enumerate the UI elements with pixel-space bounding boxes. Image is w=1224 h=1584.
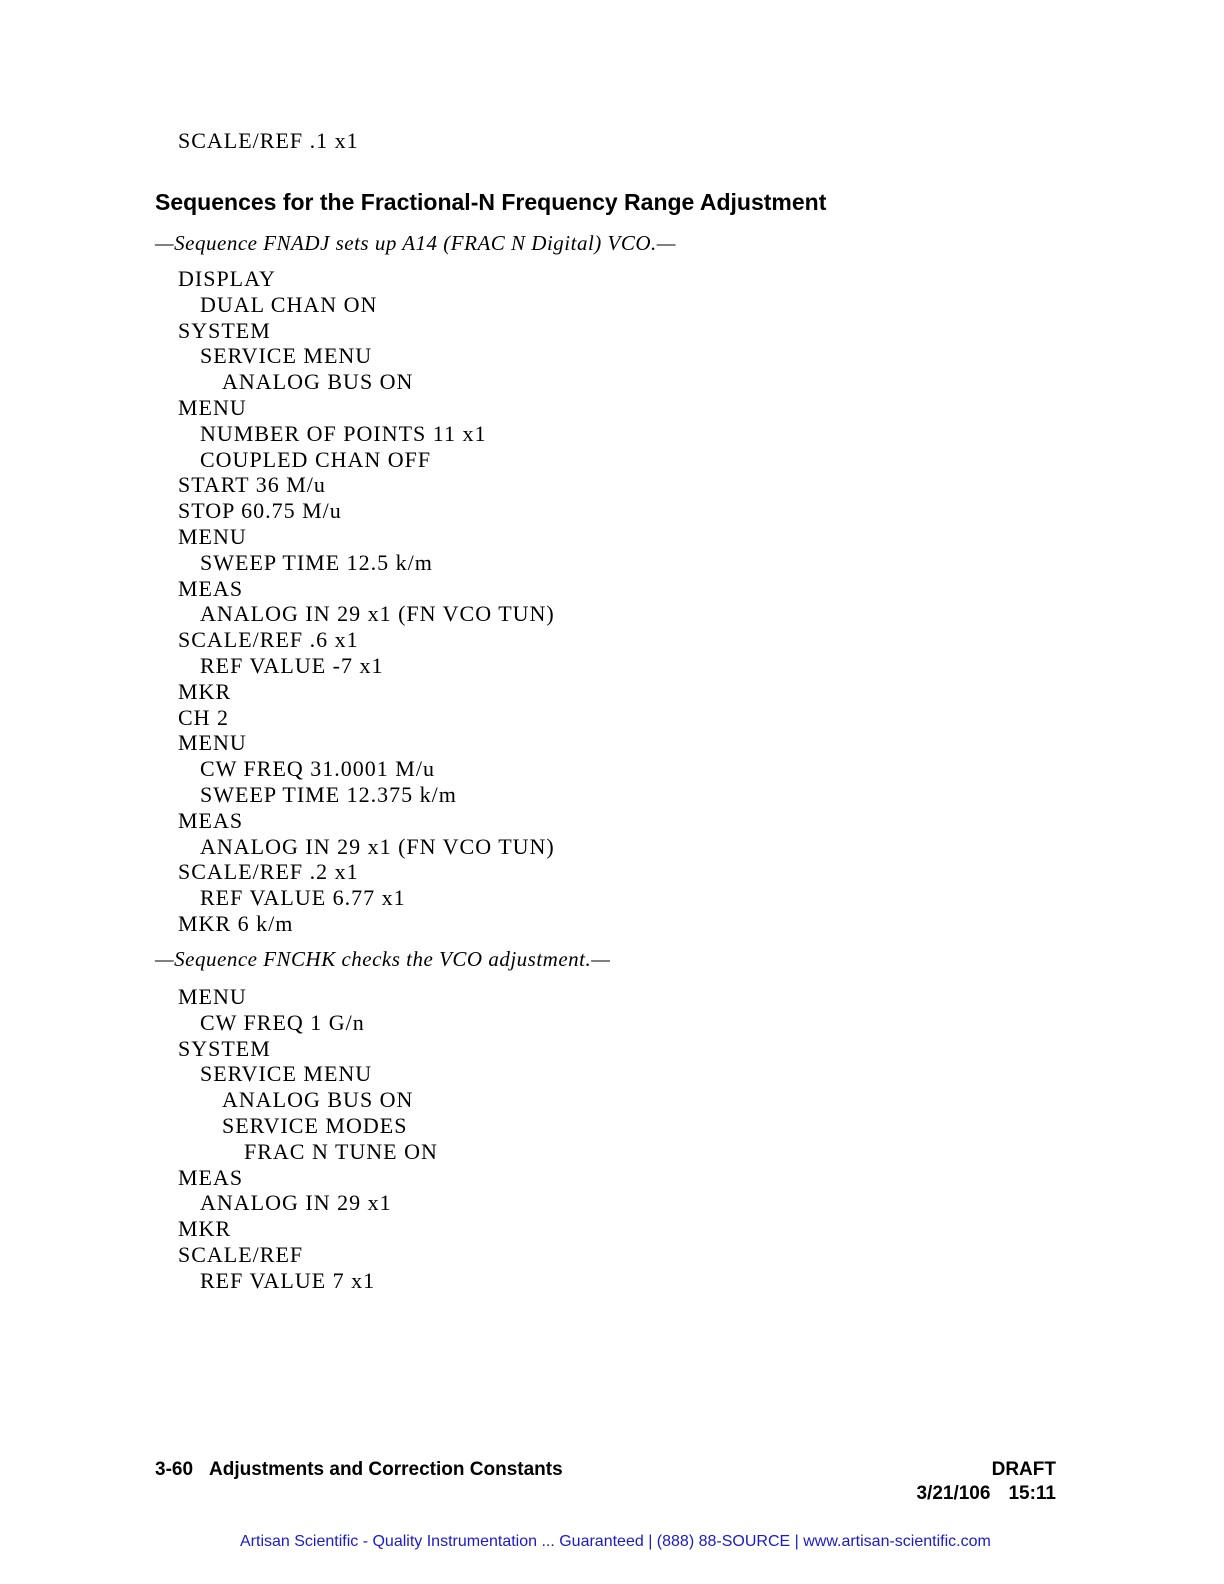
sequence-step: DISPLAY — [178, 266, 276, 291]
sequence-step: MKR — [178, 678, 232, 704]
footer-date: 3/21/106 — [916, 1483, 991, 1504]
sequence-step: REF VALUE -7 x1 — [200, 653, 384, 678]
seq1-intro: —Sequence FNADJ sets up A14 (FRAC N Digital) VCO.— — [155, 231, 676, 255]
sequence-step: SWEEP TIME 12.375 k/m — [200, 782, 457, 807]
sequence-step: MKR — [178, 1216, 232, 1242]
sequence-step: FRAC N TUNE ON — [244, 1138, 438, 1164]
sequence-step: SERVICE MODES — [222, 1113, 408, 1138]
sequence-step: MEAS — [178, 575, 244, 601]
sequence-step: ANALOG IN 29 x1 (FN VCO TUN) — [200, 601, 555, 627]
footer-status: DRAFT — [991, 1459, 1056, 1480]
sequence-step: MENU — [178, 984, 247, 1009]
sequence-step: COUPLED CHAN OFF — [200, 446, 432, 472]
sequence-step: CW FREQ 1 G/n — [200, 1009, 365, 1035]
sequence-step: SYSTEM — [178, 1035, 271, 1061]
sequence-step: SERVICE MENU — [200, 1061, 373, 1087]
sequence-step: MENU — [178, 524, 247, 549]
section-heading: Sequences for the Fractional-N Frequency Range Adjustment — [155, 189, 827, 215]
sequence-step: CH 2 — [178, 704, 230, 730]
sequence-step: SCALE/REF — [178, 1242, 304, 1267]
sequence-step: ANALOG BUS ON — [222, 1087, 414, 1113]
seq2-intro: —Sequence FNCHK checks the VCO adjustment.— — [155, 947, 611, 971]
footer-left — [155, 1459, 563, 1481]
sequence-step: ANALOG BUS ON — [222, 369, 414, 395]
footer-chapter-title: Adjustments and Correction Constants — [209, 1459, 563, 1480]
sequence-step: REF VALUE 7 x1 — [200, 1267, 376, 1293]
sequence-step: SYSTEM — [178, 317, 271, 343]
sequence-step: MENU — [178, 730, 247, 756]
sequence-step: REF VALUE 6.77 x1 — [200, 885, 406, 911]
sequence-step: CW FREQ 31.0001 M/u — [200, 756, 435, 782]
sequence-step: SWEEP TIME 12.5 k/m — [200, 549, 433, 575]
sequence-step: MKR 6 k/m — [178, 911, 294, 936]
sequence-step: SCALE/REF .2 x1 — [178, 859, 359, 885]
credit-link[interactable]: Artisan Scientific - Quality Instrumentation ... Guaranteed | (888) 88-SOURCE | www.artisan-scientific.com — [240, 1533, 991, 1550]
sequence-step: DUAL CHAN ON — [200, 291, 378, 317]
footer-datetime — [916, 1483, 1056, 1505]
sequence-step: SERVICE MENU — [200, 343, 373, 369]
footer-page-number: 3-60 — [155, 1459, 194, 1480]
sequence-step: START 36 M/u — [178, 472, 326, 498]
sequence-step: ANALOG IN 29 x1 (FN VCO TUN) — [200, 833, 555, 859]
top-line: SCALE/REF .1 x1 — [178, 128, 359, 153]
sequence-step: STOP 60.75 M/u — [178, 498, 342, 524]
sequence-step: MENU — [178, 395, 247, 420]
sequence-step: NUMBER OF POINTS 11 x1 — [200, 420, 487, 446]
sequence-step: MEAS — [178, 1164, 244, 1190]
footer-time: 15:11 — [1008, 1483, 1056, 1504]
sequence-step: SCALE/REF .6 x1 — [178, 627, 359, 653]
sequence-step: ANALOG IN 29 x1 — [200, 1190, 392, 1216]
sequence-step: MEAS — [178, 807, 244, 833]
